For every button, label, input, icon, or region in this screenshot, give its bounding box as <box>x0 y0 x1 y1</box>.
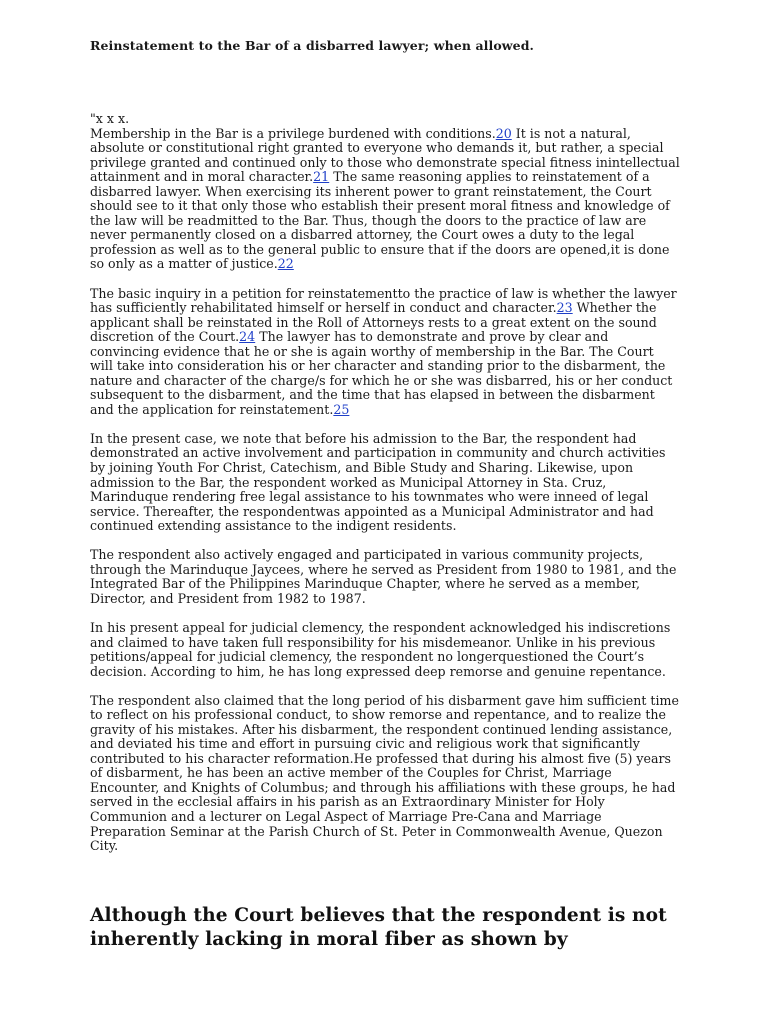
paragraph <box>90 127 680 272</box>
footnote-link-20[interactable]: 20 <box>495 125 512 141</box>
paragraph-text: Whether the applicant shall be reinstated in the Roll of Attorneys rests to a great extent on the sound discretion of the Court. <box>90 300 657 345</box>
paragraph-text: In his present appeal for judicial clemency, the respondent acknowledged his indiscretions and claimed to have taken full responsibility for his misdemeanor. Unlike in his previous petitions/appeal for judicial clemency, the respondent no longerquestioned the Court’s decision. According to him, he has long expressed deep remorse and genuine repentance. <box>90 619 671 679</box>
paragraph-text: The lawyer has to demonstrate and prove by clear and convincing evidence that he or she is again worthy of membership in the Bar. The Court will take into consideration his or her character and standing prior to the disbarment, the nature and character of the charge/s for which he or she was disbarred, his or her conduct subsequent to the disbarment, and the time that has elapsed in between the disbarment and the application for reinstatement. <box>90 329 673 417</box>
paragraph-text: The basic inquiry in a petition for reinstatementto the practice of law is whether the lawyer has sufficiently rehabilitated himself or herself in conduct and character. <box>90 285 677 316</box>
paragraph <box>90 548 680 606</box>
paragraph-text: Membership in the Bar is a privilege burdened with conditions. <box>90 125 496 141</box>
paragraph <box>90 694 680 854</box>
paragraph <box>90 287 680 418</box>
paragraph <box>90 621 680 679</box>
paragraph-text: It is not a natural, absolute or constitutional right granted to everyone who demands it, but rather, a special privilege granted and continued only to those who demonstrate special fitness inintellectual attainment and in moral character. <box>90 125 680 185</box>
document-body <box>90 112 680 868</box>
emphasis-text: Although the Court believes that the respondent is not inherently lacking in moral fiber as shown by <box>90 905 667 950</box>
paragraph-text: The respondent also claimed that the long period of his disbarment gave him sufficient time to reflect on his professional conduct, to show remorse and repentance, and to realize the gravity of his mistakes. After his disbarment, the respondent continued lending assistance, and deviated his time and effort in pursuing civic and religious work that significantly contributed to his character reformation.He professed that during his almost five (5) years of disbarment, he has been an active member of the Couples for Christ, Marriage Encounter, and Knights of Columbus; and through his affiliations with these groups, he had served in the ecclesial affairs in his parish as an Extraordinary Minister for Holy Communion and a lecturer on Legal Aspect of Marriage Pre-Cana and Marriage Preparation Seminar at the Parish Church of St. Peter in Commonwealth Avenue, Quezon City. <box>90 692 679 854</box>
footnote-link-24[interactable]: 24 <box>239 329 256 345</box>
footnote-link-25[interactable]: 25 <box>333 401 350 417</box>
paragraph <box>90 432 680 534</box>
document-heading: Reinstatement to the Bar of a disbarred lawyer; when allowed. <box>90 38 534 53</box>
paragraph-text: The same reasoning applies to reinstatement of a disbarred lawyer. When exercising its inherent power to grant reinstatement, the Court should see to it that only those who establish their present moral fitness and knowledge of the law will be readmitted to the Bar. Thus, though the doors to the practice of law are never permanently closed on a disbarred attorney, the Court owes a duty to the legal profession as well as to the general public to ensure that if the doors are opened,it is done so only as a matter of justice. <box>90 169 670 272</box>
footnote-link-21[interactable]: 21 <box>313 169 330 185</box>
paragraph-list <box>90 127 680 854</box>
paragraph-text: In the present case, we note that before his admission to the Bar, the respondent had demonstrated an active involvement and participation in community and church activities by joining Youth For Christ, Catechism, and Bible Study and Sharing. Likewise, upon admission to the Bar, the respondent worked as Municipal Attorney in Sta. Cruz, Marinduque rendering free legal assistance to his townmates who were inneed of legal service. Thereafter, the respondentwas appointed as a Municipal Administrator and had continued extending assistance to the indigent residents. <box>90 430 666 534</box>
paragraph-text: The respondent also actively engaged and participated in various community projects, through the Marinduque Jaycees, where he served as President from 1980 to 1981, and the Integrated Bar of the Philippines Marinduque Chapter, where he served as a member, Director, and President from 1982 to 1987. <box>90 547 677 606</box>
opening-marker: "x x x. <box>90 111 130 126</box>
footnote-link-23[interactable]: 23 <box>556 300 573 316</box>
footnote-link-22[interactable]: 22 <box>277 256 294 272</box>
